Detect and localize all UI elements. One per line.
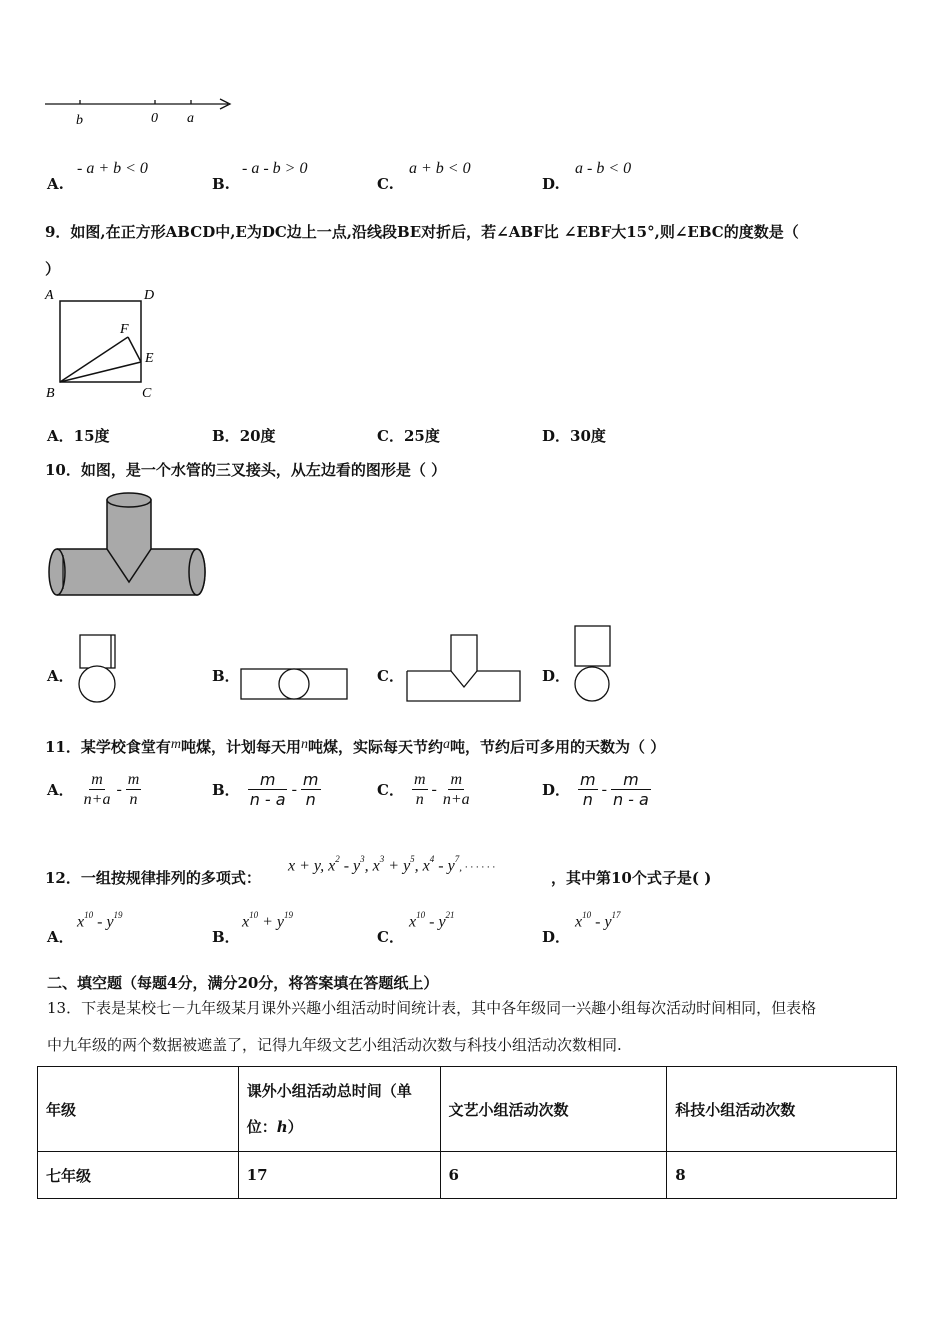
q10-option-c-letter: C． <box>377 667 404 685</box>
q12-option-d-letter: D． <box>542 928 571 946</box>
q11-text-part2: 吨煤，计划每天用 <box>181 738 302 756</box>
q11-var-a: a <box>443 737 451 752</box>
q11-option-b-frac1-den: n - a <box>249 790 286 810</box>
q9-option-c-letter: C． <box>377 427 404 445</box>
table-cell-art: 6 <box>440 1152 667 1199</box>
q12-option-c-op: - y <box>425 913 446 931</box>
q11-option-b-letter: B． <box>212 781 240 800</box>
q12-option-d-op: - y <box>591 913 612 931</box>
table-cell-total: 17 <box>238 1152 440 1199</box>
q11-option-d-frac1 <box>578 770 598 809</box>
q9-label-c: C <box>142 386 152 401</box>
number-line-figure <box>40 92 240 132</box>
q11-option-b-frac1-num: m <box>248 770 288 790</box>
q12-option-b-exp1: 10 <box>249 910 259 920</box>
q9-option-b-text: 20度 <box>239 427 276 445</box>
q11-option-c-frac1 <box>412 770 428 809</box>
q11-text <box>45 736 665 757</box>
q11-option-d[interactable] <box>542 770 651 809</box>
q12-option-a-op: - y <box>93 913 114 931</box>
q10-option-a-figure <box>75 633 120 705</box>
q11-option-c-letter: C． <box>377 781 404 800</box>
q8-option-d-letter: D. <box>542 175 560 193</box>
q11-option-a-frac2 <box>126 770 142 809</box>
q11-option-d-frac2-den: n - a <box>612 790 649 810</box>
q9-option-b-letter: B． <box>212 427 240 445</box>
table-cell-grade: 七年级 <box>38 1152 239 1199</box>
q9-option-a-letter: A． <box>47 427 74 445</box>
q9-label-a: A <box>45 288 54 303</box>
q12-series-e1: 2 <box>335 854 340 864</box>
q9-label-b: B <box>46 386 55 401</box>
q11-option-a[interactable] <box>47 770 141 809</box>
q12-option-c-expr <box>409 912 455 931</box>
q12-series-t2: - y <box>339 857 361 875</box>
q11-option-c-frac1-den: n <box>415 791 424 809</box>
q9-option-b[interactable] <box>212 425 276 446</box>
q9-label-f: F <box>120 322 129 337</box>
q12-option-a-base: x <box>77 913 85 931</box>
q11-option-d-frac1-num: m <box>580 770 596 789</box>
q12-option-b-base: x <box>242 913 250 931</box>
table-header-grade: 年级 <box>38 1067 239 1152</box>
q9-square-figure <box>40 284 170 404</box>
q8-option-c-expr: a + b < 0 <box>409 160 471 177</box>
q8-option-d-expr: a - b < 0 <box>575 160 632 177</box>
q10-option-c[interactable] <box>377 625 527 705</box>
q12-option-d-base: x <box>575 913 583 931</box>
q8-option-a-letter: A. <box>47 175 64 193</box>
q9-label-e: E <box>145 351 154 366</box>
table-header-total-time-line2: 位： <box>246 1118 277 1136</box>
q11-option-d-frac1-den: n <box>582 790 593 810</box>
q11-text-part3: 吨煤，实际每天节约 <box>308 738 444 756</box>
q12-option-a-letter: A． <box>47 928 74 946</box>
q10-option-d[interactable] <box>542 620 622 705</box>
q12-option-c-exp1: 10 <box>416 910 426 920</box>
q9-text-cont: ） <box>45 260 61 278</box>
q12-series-e4: 5 <box>410 854 415 864</box>
table-header-tech: 科技小组活动次数 <box>667 1067 897 1152</box>
q9-option-c-text: 25度 <box>403 427 440 445</box>
q10-option-b-letter: B． <box>212 667 240 685</box>
q11-option-d-letter: D． <box>542 781 571 800</box>
q12-option-d-exp2: 17 <box>611 910 621 920</box>
q11-option-b-frac2-den: n <box>305 790 316 810</box>
q12-option-b-op: + y <box>258 913 285 931</box>
q11-option-a-frac2-den: n <box>129 791 138 809</box>
q11-option-c-frac2-den: n+a <box>442 791 470 809</box>
q12-option-b-letter: B． <box>212 928 240 946</box>
q11-var-m: m <box>170 737 181 752</box>
q11-text-part4: 吨，节约后可多用的天数为（ ） <box>450 738 666 756</box>
q11-option-a-op: - <box>116 780 122 798</box>
q10-option-c-figure <box>404 631 524 705</box>
q12-option-c-exp2: 21 <box>445 910 455 920</box>
q10-option-a[interactable] <box>47 625 127 705</box>
q9-option-d-text: 30度 <box>570 427 606 445</box>
q12-series-t4: + y <box>384 857 411 875</box>
q12-series-t6: - y <box>434 857 455 875</box>
q11-option-b-frac1 <box>248 770 288 809</box>
q11-option-c-frac1-num: m <box>412 770 428 790</box>
table-header-art: 文艺小组活动次数 <box>440 1067 667 1152</box>
q9-option-c[interactable] <box>377 425 440 446</box>
q11-option-c-frac2-num: m <box>448 770 464 790</box>
q12-series-e5: 4 <box>429 854 435 864</box>
q9-option-d-letter: D． <box>542 427 571 445</box>
q11-option-b-op: - <box>291 780 297 798</box>
q11-option-b-frac2 <box>301 770 321 809</box>
q8-option-a-expr: - a + b < 0 <box>77 160 148 177</box>
q11-option-d-op: - <box>601 780 607 798</box>
number-line-label-a: a <box>187 111 194 126</box>
q12-option-c-base: x <box>409 913 417 931</box>
q12-series-e6: 7 <box>454 854 460 864</box>
q9-option-a-text: 15度 <box>73 427 110 445</box>
q11-option-c-op: - <box>431 780 437 798</box>
q11-option-b[interactable] <box>212 770 321 809</box>
q10-option-a-letter: A． <box>47 667 74 685</box>
number-line-label-zero: 0 <box>151 111 158 126</box>
q11-option-a-frac1-den: n+a <box>83 791 111 809</box>
q12-text-end: ，其中第10个式子是( ) <box>551 869 712 887</box>
q13-line1: 13．下表是某校七－九年级某月课外兴趣小组活动时间统计表，其中各年级同一兴趣小组每次活动时间相同，但表格 <box>47 999 817 1017</box>
q11-option-a-frac2-num: m <box>126 770 142 790</box>
q12-series-t7: , · · · · · · <box>459 861 495 874</box>
q11-var-n: n <box>301 737 309 752</box>
q12-series-t1: x + y, x <box>288 857 336 875</box>
q8-option-b-letter: B. <box>212 175 230 193</box>
q9-label-d: D <box>144 288 155 303</box>
q10-option-b[interactable] <box>212 625 352 705</box>
q12-series-t5: , x <box>414 857 430 875</box>
q12-option-b-exp2: 19 <box>284 910 294 920</box>
q12-option-a-exp1: 10 <box>84 910 94 920</box>
q10-option-b-figure <box>239 665 351 703</box>
q13-line2: 中九年级的两个数据被遮盖了，记得九年级文艺小组活动次数与科技小组活动次数相同. <box>47 1036 622 1054</box>
q11-option-c-frac2 <box>441 770 472 809</box>
q11-option-a-frac1-num: m <box>89 770 105 790</box>
number-line-label-b: b <box>76 113 83 128</box>
q10-option-d-letter: D． <box>542 667 571 685</box>
q12-option-d-expr <box>575 912 621 931</box>
q12-series-e3: 3 <box>379 854 385 864</box>
table-row <box>38 1152 897 1199</box>
q10-pipe-figure <box>42 488 217 603</box>
table-header-total-time-close: ） <box>287 1118 303 1136</box>
q11-option-a-frac1 <box>82 770 113 809</box>
q10-text: 10．如图，是一个水管的三叉接头，从左边看的图形是（ ） <box>45 461 447 479</box>
q11-option-b-frac2-num: m <box>302 770 319 789</box>
q11-option-a-letter: A． <box>47 781 74 800</box>
table-header-total-time-unit: h <box>276 1118 288 1136</box>
q9-option-a[interactable] <box>47 425 110 446</box>
q11-option-d-frac2-num: m <box>611 770 651 790</box>
q8-option-c-letter: C. <box>377 175 394 193</box>
q12-option-c-letter: C． <box>377 928 404 946</box>
q10-option-d-figure <box>570 624 615 704</box>
table-header-total-time-line1: 课外小组活动总时间（单 <box>246 1082 412 1100</box>
table-header-total-time <box>238 1067 440 1152</box>
q12-text: 12．一组按规律排列的多项式： <box>45 869 261 887</box>
q12-option-a-expr <box>77 912 123 931</box>
q12-series-e2: 3 <box>360 854 365 864</box>
q12-option-d-exp1: 10 <box>582 910 592 920</box>
activity-table <box>37 1066 897 1199</box>
q9-option-d[interactable] <box>542 425 606 446</box>
section2-title: 二、填空题（每题4分，满分20分，将答案填在答题纸上） <box>47 974 439 992</box>
q12-series-t3: , x <box>364 857 380 875</box>
table-header-row <box>38 1067 897 1152</box>
q9-text: 9．如图,在正方形ABCD中,E为DC边上一点,沿线段BE对折后，若∠ABF比 ∠EBF大15°,则∠EBC的度数是（ <box>45 223 799 241</box>
q11-text-part1: 11．某学校食堂有 <box>45 738 171 756</box>
table-cell-tech: 8 <box>667 1152 897 1199</box>
q12-series <box>288 856 495 875</box>
q12-option-a-exp2: 19 <box>113 910 123 920</box>
q11-option-c[interactable] <box>377 770 472 809</box>
q12-option-b-expr <box>242 912 293 931</box>
q8-option-b-expr: - a - b > 0 <box>242 160 308 177</box>
q11-option-d-frac2 <box>611 770 651 809</box>
